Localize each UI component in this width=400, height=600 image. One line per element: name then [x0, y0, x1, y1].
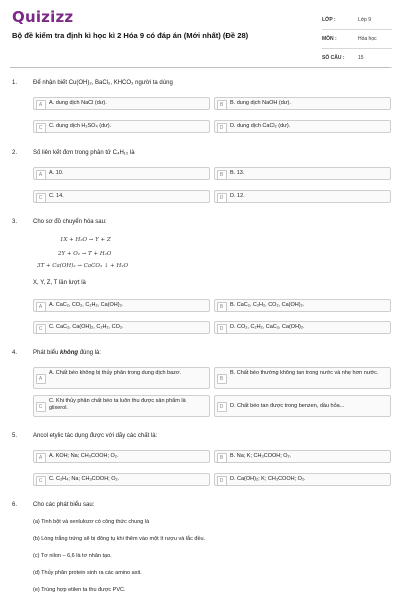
option-d[interactable]: [214, 473, 391, 486]
question-text: Ancol etylic tác dụng được với dãy các chất là:: [33, 433, 158, 439]
option-b[interactable]: [214, 167, 391, 180]
option-letter: C: [36, 476, 46, 486]
statement-b: (b) Lòng trắng trứng sẽ bị đông tụ khi thêm vào một ít rượu và lắc đều.: [33, 536, 206, 542]
option-b[interactable]: [214, 450, 391, 463]
option-a[interactable]: [33, 97, 210, 110]
option-text: D. Ca(OH)₂; K; CH₃COOH; O₂.: [230, 476, 306, 482]
meta-value: 15: [358, 55, 364, 61]
option-a[interactable]: [33, 367, 210, 389]
question-text: Cho các phát biểu sau:: [33, 502, 95, 508]
option-c[interactable]: [33, 395, 210, 417]
option-text: A. KOH; Na; CH₃COOH; O₂.: [49, 453, 119, 459]
option-letter: B: [217, 453, 227, 463]
question-text: Số liên kết đơn trong phân tử C₄H₁₀ là: [33, 150, 135, 156]
option-text: B. dung dịch NaOH (dư).: [230, 100, 291, 106]
option-c[interactable]: [33, 120, 210, 133]
option-letter: A: [36, 170, 46, 180]
question-number: 3.: [12, 219, 18, 225]
option-text: D. CO₂, C₂H₂, CaC₂, Ca(OH)₂.: [230, 324, 305, 330]
meta-key: LỚP :: [322, 17, 336, 23]
option-b[interactable]: [214, 367, 391, 389]
option-letter: D: [217, 123, 227, 133]
meta-row-class: [322, 11, 392, 30]
reaction-2: 2Y + O₂ → T + H₂O: [58, 251, 112, 257]
meta-key: MÔN :: [322, 36, 337, 42]
option-text: A. dung dịch NaCl (dư).: [49, 100, 107, 106]
option-text: D. Chất béo tan được trong benzen, dầu hỏa...: [230, 403, 345, 409]
reaction-3: 3T + Ca(OH)₂ → CaCO₃ ↓ + H₂O: [37, 263, 129, 269]
option-a[interactable]: [33, 299, 210, 312]
question-number: 1.: [12, 80, 18, 86]
question-number: 2.: [12, 150, 18, 156]
question-number: 5.: [12, 433, 18, 439]
option-d[interactable]: [214, 190, 391, 203]
meta-row-count: [322, 49, 392, 68]
question-text: [33, 350, 383, 356]
option-text: C. CaC₂, Ca(OH)₂, C₂H₂, CO₂.: [49, 324, 124, 330]
option-letter: A: [36, 453, 46, 463]
reaction-1: 1X + H₂O → Y + Z: [60, 237, 111, 243]
question-subtext: X, Y, Z, T lần lượt là: [33, 280, 86, 286]
option-text: A. 10.: [49, 170, 64, 176]
option-a[interactable]: [33, 167, 210, 180]
meta-value: Hóa học: [358, 36, 377, 42]
meta-row-subject: [322, 30, 392, 49]
option-c[interactable]: [33, 190, 210, 203]
option-letter: C: [36, 402, 46, 412]
header-divider: [10, 67, 390, 68]
page-title: Bộ đề kiểm tra định kì học kì 2 Hóa 9 có đáp án (Mới nhất) (Đề 28): [12, 31, 249, 40]
option-letter: C: [36, 324, 46, 334]
emphasis-word: không: [60, 350, 79, 356]
option-text: D. dung dịch CaCl₂ (dư).: [230, 123, 291, 129]
option-d[interactable]: [214, 120, 391, 133]
option-text: C. C₂H₄; Na; CH₃COOH; O₂.: [49, 476, 120, 482]
option-c[interactable]: [33, 473, 210, 486]
option-letter: A: [36, 374, 46, 384]
option-letter: B: [217, 374, 227, 384]
statement-a: (a) Tinh bột và xenlulozơ có công thức chung là: [33, 519, 150, 525]
option-b[interactable]: [214, 299, 391, 312]
meta-value: Lớp 9: [358, 17, 372, 23]
option-text: D. 12.: [230, 193, 245, 199]
option-letter: D: [217, 193, 227, 203]
option-b[interactable]: [214, 97, 391, 110]
question-number: 6.: [12, 502, 18, 508]
page-header: [0, 0, 400, 66]
statement-d: (d) Thủy phân protein sinh ra các amino axit.: [33, 570, 142, 576]
option-text: C. 14.: [49, 193, 64, 199]
option-text: B. CaC₂, C₂H₂, CO₂, Ca(OH)₂.: [230, 302, 305, 308]
quizizz-logo: Quizizz: [12, 8, 74, 26]
meta-box: [322, 11, 392, 68]
option-text: B. Na; K; CH₃COOH; O₂.: [230, 453, 292, 459]
statement-e: (e) Trùng hợp etilen ta thu được PVC.: [33, 587, 126, 593]
question-text-end: đúng là:: [78, 350, 102, 356]
option-letter: D: [217, 402, 227, 412]
option-letter: B: [217, 302, 227, 312]
statement-c: (c) Tơ nilon – 6,6 là tơ nhân tạo.: [33, 553, 112, 559]
question-text-start: Phát biểu: [33, 350, 61, 356]
question-number: 4.: [12, 350, 18, 356]
option-letter: A: [36, 100, 46, 110]
question-text: Để nhận biết Cu(OH)₂, BaCl₂, KHCO₃ người ta dùng: [33, 80, 173, 86]
option-letter: A: [36, 302, 46, 312]
option-letter: D: [217, 324, 227, 334]
option-text: A. Chất béo không bị thủy phân trong dung dịch bazơ.: [49, 370, 182, 376]
option-letter: C: [36, 123, 46, 133]
option-text: C. dung dịch H₂SO₄ (dư).: [49, 123, 112, 129]
option-text: C. Khi thủy phân chất béo ta luôn thu được sản phẩm là glixerol.: [49, 398, 186, 411]
option-d[interactable]: [214, 321, 391, 334]
option-letter: D: [217, 476, 227, 486]
option-a[interactable]: [33, 450, 210, 463]
option-text: B. Chất béo thường không tan trong nước và nhẹ hơn nước.: [230, 370, 379, 376]
meta-key: SỐ CÂU :: [322, 55, 345, 61]
option-letter: B: [217, 100, 227, 110]
option-d[interactable]: [214, 395, 391, 417]
option-text: B. 13.: [230, 170, 245, 176]
option-text: A. CaC₂, CO₂, C₂H₂, Ca(OH)₂.: [49, 302, 124, 308]
question-text: Cho sơ đồ chuyển hóa sau:: [33, 219, 107, 225]
option-letter: B: [217, 170, 227, 180]
option-c[interactable]: [33, 321, 210, 334]
option-letter: C: [36, 193, 46, 203]
